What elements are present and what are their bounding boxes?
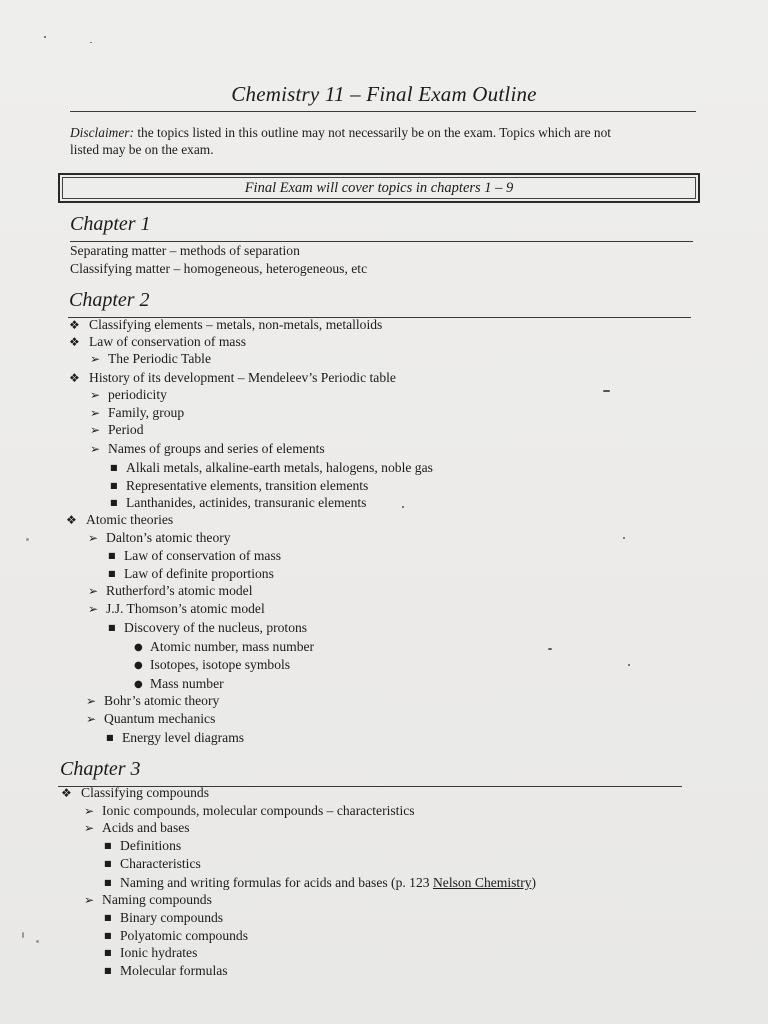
chapter-3-detail bbox=[104, 855, 201, 873]
scan-speck bbox=[603, 390, 610, 392]
dot-bullet-icon: ● bbox=[134, 660, 143, 671]
arrow-bullet-icon: ➢ bbox=[90, 442, 101, 456]
arrow-bullet-icon: ➢ bbox=[88, 602, 99, 616]
page-title: Chemistry 11 – Final Exam Outline bbox=[231, 82, 537, 106]
scan-speck bbox=[402, 506, 404, 508]
chapter-3-detail bbox=[104, 874, 536, 892]
square-bullet-icon: ■ bbox=[104, 859, 112, 868]
chapter-3-detail bbox=[104, 962, 228, 980]
item-text: Acids and bases bbox=[102, 820, 190, 835]
item-text: Classifying elements – metals, non-metals, metalloids bbox=[89, 317, 383, 332]
title-rule bbox=[70, 111, 696, 112]
chapter-3-topic bbox=[61, 784, 209, 802]
item-text: Naming and writing formulas for acids and bases (p. 123 bbox=[120, 875, 433, 890]
item-text: Rutherford’s atomic model bbox=[106, 583, 253, 598]
disclaimer-lead: Disclaimer: bbox=[70, 125, 134, 140]
chapter-2-topic bbox=[66, 511, 173, 529]
chapter-2-subtopic bbox=[90, 421, 144, 439]
chapter-2-subtopic bbox=[86, 692, 219, 710]
arrow-bullet-icon: ➢ bbox=[88, 584, 99, 598]
square-bullet-icon: ■ bbox=[108, 551, 116, 560]
item-text: Law of definite proportions bbox=[124, 566, 274, 581]
chapter-2-detail bbox=[110, 477, 368, 495]
item-text: Bohr’s atomic theory bbox=[104, 693, 220, 708]
chapter-3-heading: Chapter 3 bbox=[60, 758, 141, 780]
reference-close: ) bbox=[531, 875, 537, 890]
banner-text: Final Exam will cover topics in chapters 1 – 9 bbox=[244, 179, 514, 196]
chapter-2-subtopic bbox=[86, 710, 215, 728]
dot-bullet-icon: ● bbox=[134, 679, 143, 690]
chapter-3-subtopic bbox=[84, 819, 190, 837]
square-bullet-icon: ■ bbox=[104, 913, 112, 922]
arrow-bullet-icon: ➢ bbox=[86, 712, 97, 726]
chapter-1-item: Separating matter – methods of separation bbox=[70, 243, 300, 258]
diamond-bullet-icon: ❖ bbox=[66, 513, 77, 527]
item-text: Energy level diagrams bbox=[122, 730, 245, 745]
item-text: Atomic number, mass number bbox=[150, 639, 315, 654]
square-bullet-icon: ■ bbox=[104, 966, 112, 975]
chapter-2-subtopic bbox=[90, 404, 184, 422]
item-text: Isotopes, isotope symbols bbox=[150, 657, 291, 672]
chapter-2-detail bbox=[106, 729, 244, 747]
square-bullet-icon: ■ bbox=[108, 623, 116, 632]
diamond-bullet-icon: ❖ bbox=[69, 335, 80, 349]
chapter-2-subtopic bbox=[88, 600, 265, 618]
item-text: Law of conservation of mass bbox=[124, 548, 282, 563]
chapter-2-subtopic bbox=[90, 350, 211, 368]
square-bullet-icon: ■ bbox=[104, 948, 112, 957]
chapter-3-detail bbox=[104, 837, 181, 855]
disclaimer bbox=[70, 124, 700, 158]
item-text: The Periodic Table bbox=[108, 351, 211, 366]
chapter-2-detail bbox=[108, 565, 274, 583]
chapter-2-detail bbox=[110, 459, 433, 477]
item-text: Ionic compounds, molecular compounds – characteristics bbox=[102, 803, 415, 818]
scan-speck bbox=[26, 538, 29, 541]
disclaimer-line1: the topics listed in this outline may not necessarily be on the exam. Topics which are not bbox=[133, 125, 612, 140]
item-text: Binary compounds bbox=[120, 910, 224, 925]
item-text: Representative elements, transition elements bbox=[126, 478, 369, 493]
chapter-2-subtopic bbox=[88, 529, 231, 547]
arrow-bullet-icon: ➢ bbox=[86, 694, 97, 708]
item-text: Alkali metals, alkaline-earth metals, halogens, noble gas bbox=[126, 460, 433, 475]
item-text: History of its development – Mendeleev’s Periodic table bbox=[89, 370, 396, 385]
chapter-2-subtopic bbox=[90, 386, 167, 404]
arrow-bullet-icon: ➢ bbox=[90, 406, 101, 420]
item-text: Polyatomic compounds bbox=[120, 928, 248, 943]
square-bullet-icon: ■ bbox=[110, 463, 118, 472]
item-text: Family, group bbox=[108, 405, 185, 420]
diamond-bullet-icon: ❖ bbox=[69, 371, 80, 385]
item-text: Lanthanides, actinides, transuranic elements bbox=[126, 495, 367, 510]
square-bullet-icon: ■ bbox=[108, 569, 116, 578]
arrow-bullet-icon: ➢ bbox=[88, 531, 99, 545]
arrow-bullet-icon: ➢ bbox=[90, 388, 101, 402]
nelson-chemistry-reference: Nelson Chemistry bbox=[432, 875, 532, 890]
scan-speck bbox=[22, 932, 24, 938]
dot-bullet-icon: ● bbox=[134, 642, 143, 653]
scan-speck bbox=[36, 940, 39, 943]
arrow-bullet-icon: ➢ bbox=[84, 893, 95, 907]
item-text: Law of conservation of mass bbox=[89, 334, 247, 349]
chapter-3-subtopic bbox=[84, 891, 212, 909]
square-bullet-icon: ■ bbox=[104, 841, 112, 850]
chapter-2-topic bbox=[69, 316, 382, 334]
scan-speck bbox=[44, 36, 46, 38]
scan-speck bbox=[90, 42, 92, 43]
item-text: Definitions bbox=[120, 838, 182, 853]
chapter-2-detail bbox=[108, 547, 281, 565]
item-text: Classifying compounds bbox=[81, 785, 210, 800]
chapter-3-detail bbox=[104, 927, 248, 945]
item-text: Ionic hydrates bbox=[120, 945, 198, 960]
disclaimer-line2: listed may be on the exam. bbox=[70, 142, 214, 157]
chapter-2-detail bbox=[110, 494, 366, 512]
item-text: J.J. Thomson’s atomic model bbox=[106, 601, 265, 616]
arrow-bullet-icon: ➢ bbox=[90, 423, 101, 437]
scan-speck bbox=[628, 664, 630, 666]
chapter-2-subtopic bbox=[90, 440, 325, 458]
item-text: Atomic theories bbox=[86, 512, 174, 527]
item-text: Period bbox=[108, 422, 144, 437]
chapter-1-heading: Chapter 1 bbox=[70, 213, 151, 235]
chapter-1-item: Classifying matter – homogeneous, heterogeneous, etc bbox=[70, 261, 368, 276]
item-text: Mass number bbox=[150, 676, 224, 691]
chapter-3-subtopic bbox=[84, 802, 415, 820]
chapter-3-detail bbox=[104, 909, 223, 927]
square-bullet-icon: ■ bbox=[106, 733, 114, 742]
diamond-bullet-icon: ❖ bbox=[61, 786, 72, 800]
item-text: Characteristics bbox=[120, 856, 201, 871]
square-bullet-icon: ■ bbox=[104, 878, 112, 887]
item-text: Names of groups and series of elements bbox=[108, 441, 325, 456]
scan-speck bbox=[548, 648, 552, 650]
item-text: Quantum mechanics bbox=[104, 711, 216, 726]
item-text: Discovery of the nucleus, protons bbox=[124, 620, 308, 635]
scan-speck bbox=[623, 537, 625, 539]
item-text: periodicity bbox=[108, 387, 167, 402]
chapter-3-detail bbox=[104, 944, 197, 962]
arrow-bullet-icon: ➢ bbox=[90, 352, 101, 366]
chapter-2-topic bbox=[69, 333, 246, 351]
chapter-2-heading: Chapter 2 bbox=[69, 289, 150, 311]
diamond-bullet-icon: ❖ bbox=[69, 318, 80, 332]
chapter-2-subdetail bbox=[134, 638, 314, 657]
chapters-banner bbox=[58, 173, 700, 203]
chapter-2-topic bbox=[69, 369, 396, 387]
chapter-2-detail bbox=[108, 619, 307, 637]
square-bullet-icon: ■ bbox=[110, 498, 118, 507]
arrow-bullet-icon: ➢ bbox=[84, 804, 95, 818]
item-text: Molecular formulas bbox=[120, 963, 228, 978]
chapter-2-subdetail bbox=[134, 656, 290, 675]
arrow-bullet-icon: ➢ bbox=[84, 821, 95, 835]
item-text: Dalton’s atomic theory bbox=[106, 530, 231, 545]
square-bullet-icon: ■ bbox=[104, 931, 112, 940]
item-text: Naming compounds bbox=[102, 892, 212, 907]
chapter-2-subtopic bbox=[88, 582, 252, 600]
square-bullet-icon: ■ bbox=[110, 481, 118, 490]
